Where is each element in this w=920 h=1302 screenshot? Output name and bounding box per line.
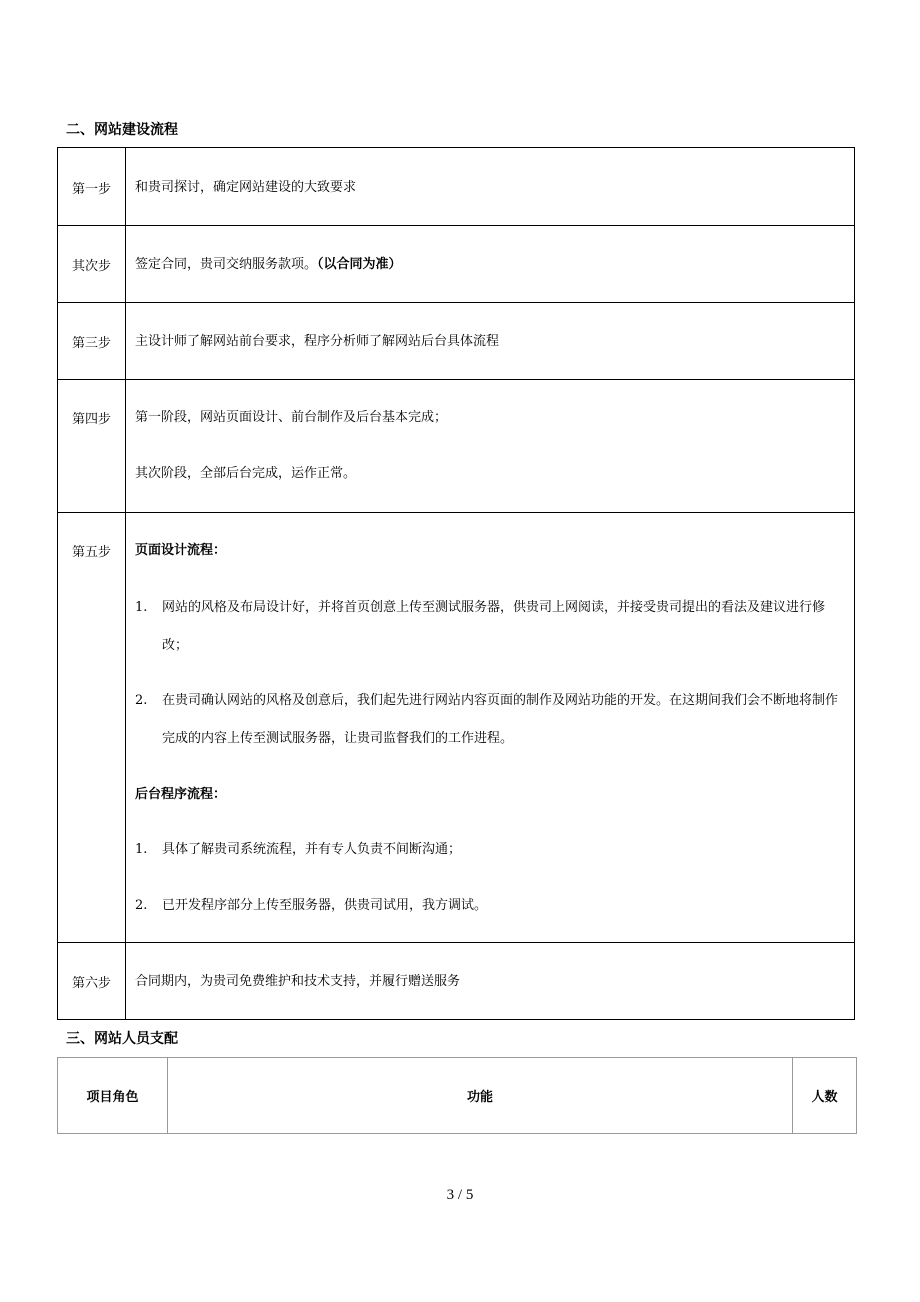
step-3-label: 第三步 [71, 336, 111, 351]
table-row [58, 380, 855, 513]
staff-table [57, 1057, 857, 1134]
table-row [58, 148, 855, 226]
step-4-line-2: 其次阶段，全部后台完成，运作正常。 [135, 466, 357, 481]
list-text: 具体了解贵司系统流程，并有专人负责不间断沟通； [162, 842, 462, 857]
table-header-row [58, 1058, 857, 1134]
step-content [126, 943, 855, 1020]
step-content [126, 148, 855, 226]
step-5-label: 第五步 [71, 545, 111, 560]
step-content [126, 303, 855, 380]
step-label [58, 148, 126, 226]
table-row [58, 303, 855, 380]
step-1-text: 和贵司探讨，确定网站建设的大致要求 [135, 180, 357, 195]
list-text: 已开发程序部分上传至服务器，供贵司试用，我方调试。 [162, 898, 488, 913]
list-item [135, 887, 844, 925]
step-2-bold-note: （以合同为准） [317, 257, 402, 272]
step-2-text: 签定合同，贵司交纳服务款项。 [135, 257, 318, 272]
step-content [126, 226, 855, 303]
step-6-label: 第六步 [71, 976, 111, 991]
list-item [135, 682, 844, 758]
step-3-text: 主设计师了解网站前台要求，程序分析师了解网站后台具体流程 [135, 334, 500, 349]
header-role: 项目角色 [58, 1058, 168, 1134]
step-2-label: 其次步 [71, 259, 111, 274]
step-2-text-line [135, 255, 844, 275]
step-label [58, 943, 126, 1020]
step-4-label: 第四步 [71, 412, 111, 427]
step-1-label: 第一步 [71, 182, 111, 197]
step-label [58, 226, 126, 303]
list-text: 在贵司确认网站的风格及创意后，我们起先进行网站内容页面的制作及网站功能的开发。在这期间我们会不断地将制作完成的内容上传至测试服务器，让贵司监督我们的工作进程。 [162, 693, 839, 746]
step-6-text: 合同期内，为贵司免费维护和技术支持，并履行赠送服务 [135, 974, 461, 989]
list-number: 2. [135, 693, 148, 708]
step-label [58, 513, 126, 943]
step-label [58, 380, 126, 513]
step-4-line-1: 第一阶段，网站页面设计、前台制作及后台基本完成； [135, 410, 448, 425]
header-function: 功能 [168, 1058, 793, 1134]
step-content [126, 513, 855, 943]
section-3-title: 三、网站人员支配 [66, 1031, 178, 1047]
list-number: 2. [135, 898, 148, 913]
table-row [58, 513, 855, 943]
table-row [58, 943, 855, 1020]
step-content [126, 380, 855, 513]
table-row [58, 226, 855, 303]
list-number: 1. [135, 842, 148, 857]
list-number: 1. [135, 600, 148, 615]
header-count: 人数 [793, 1058, 857, 1134]
process-table [57, 147, 855, 1020]
section-2-title: 二、网站建设流程 [66, 122, 178, 138]
list-item [135, 831, 844, 869]
list-text: 网站的风格及布局设计好，并将首页创意上传至测试服务器，供贵司上网阅读，并接受贵司提出的看法及建议进行修改； [162, 600, 826, 653]
list-item [135, 589, 844, 665]
step-label [58, 303, 126, 380]
design-flow-title: 页面设计流程： [135, 543, 227, 558]
page-number: 3 / 5 [446, 1187, 474, 1203]
backend-flow-title: 后台程序流程： [135, 787, 227, 802]
